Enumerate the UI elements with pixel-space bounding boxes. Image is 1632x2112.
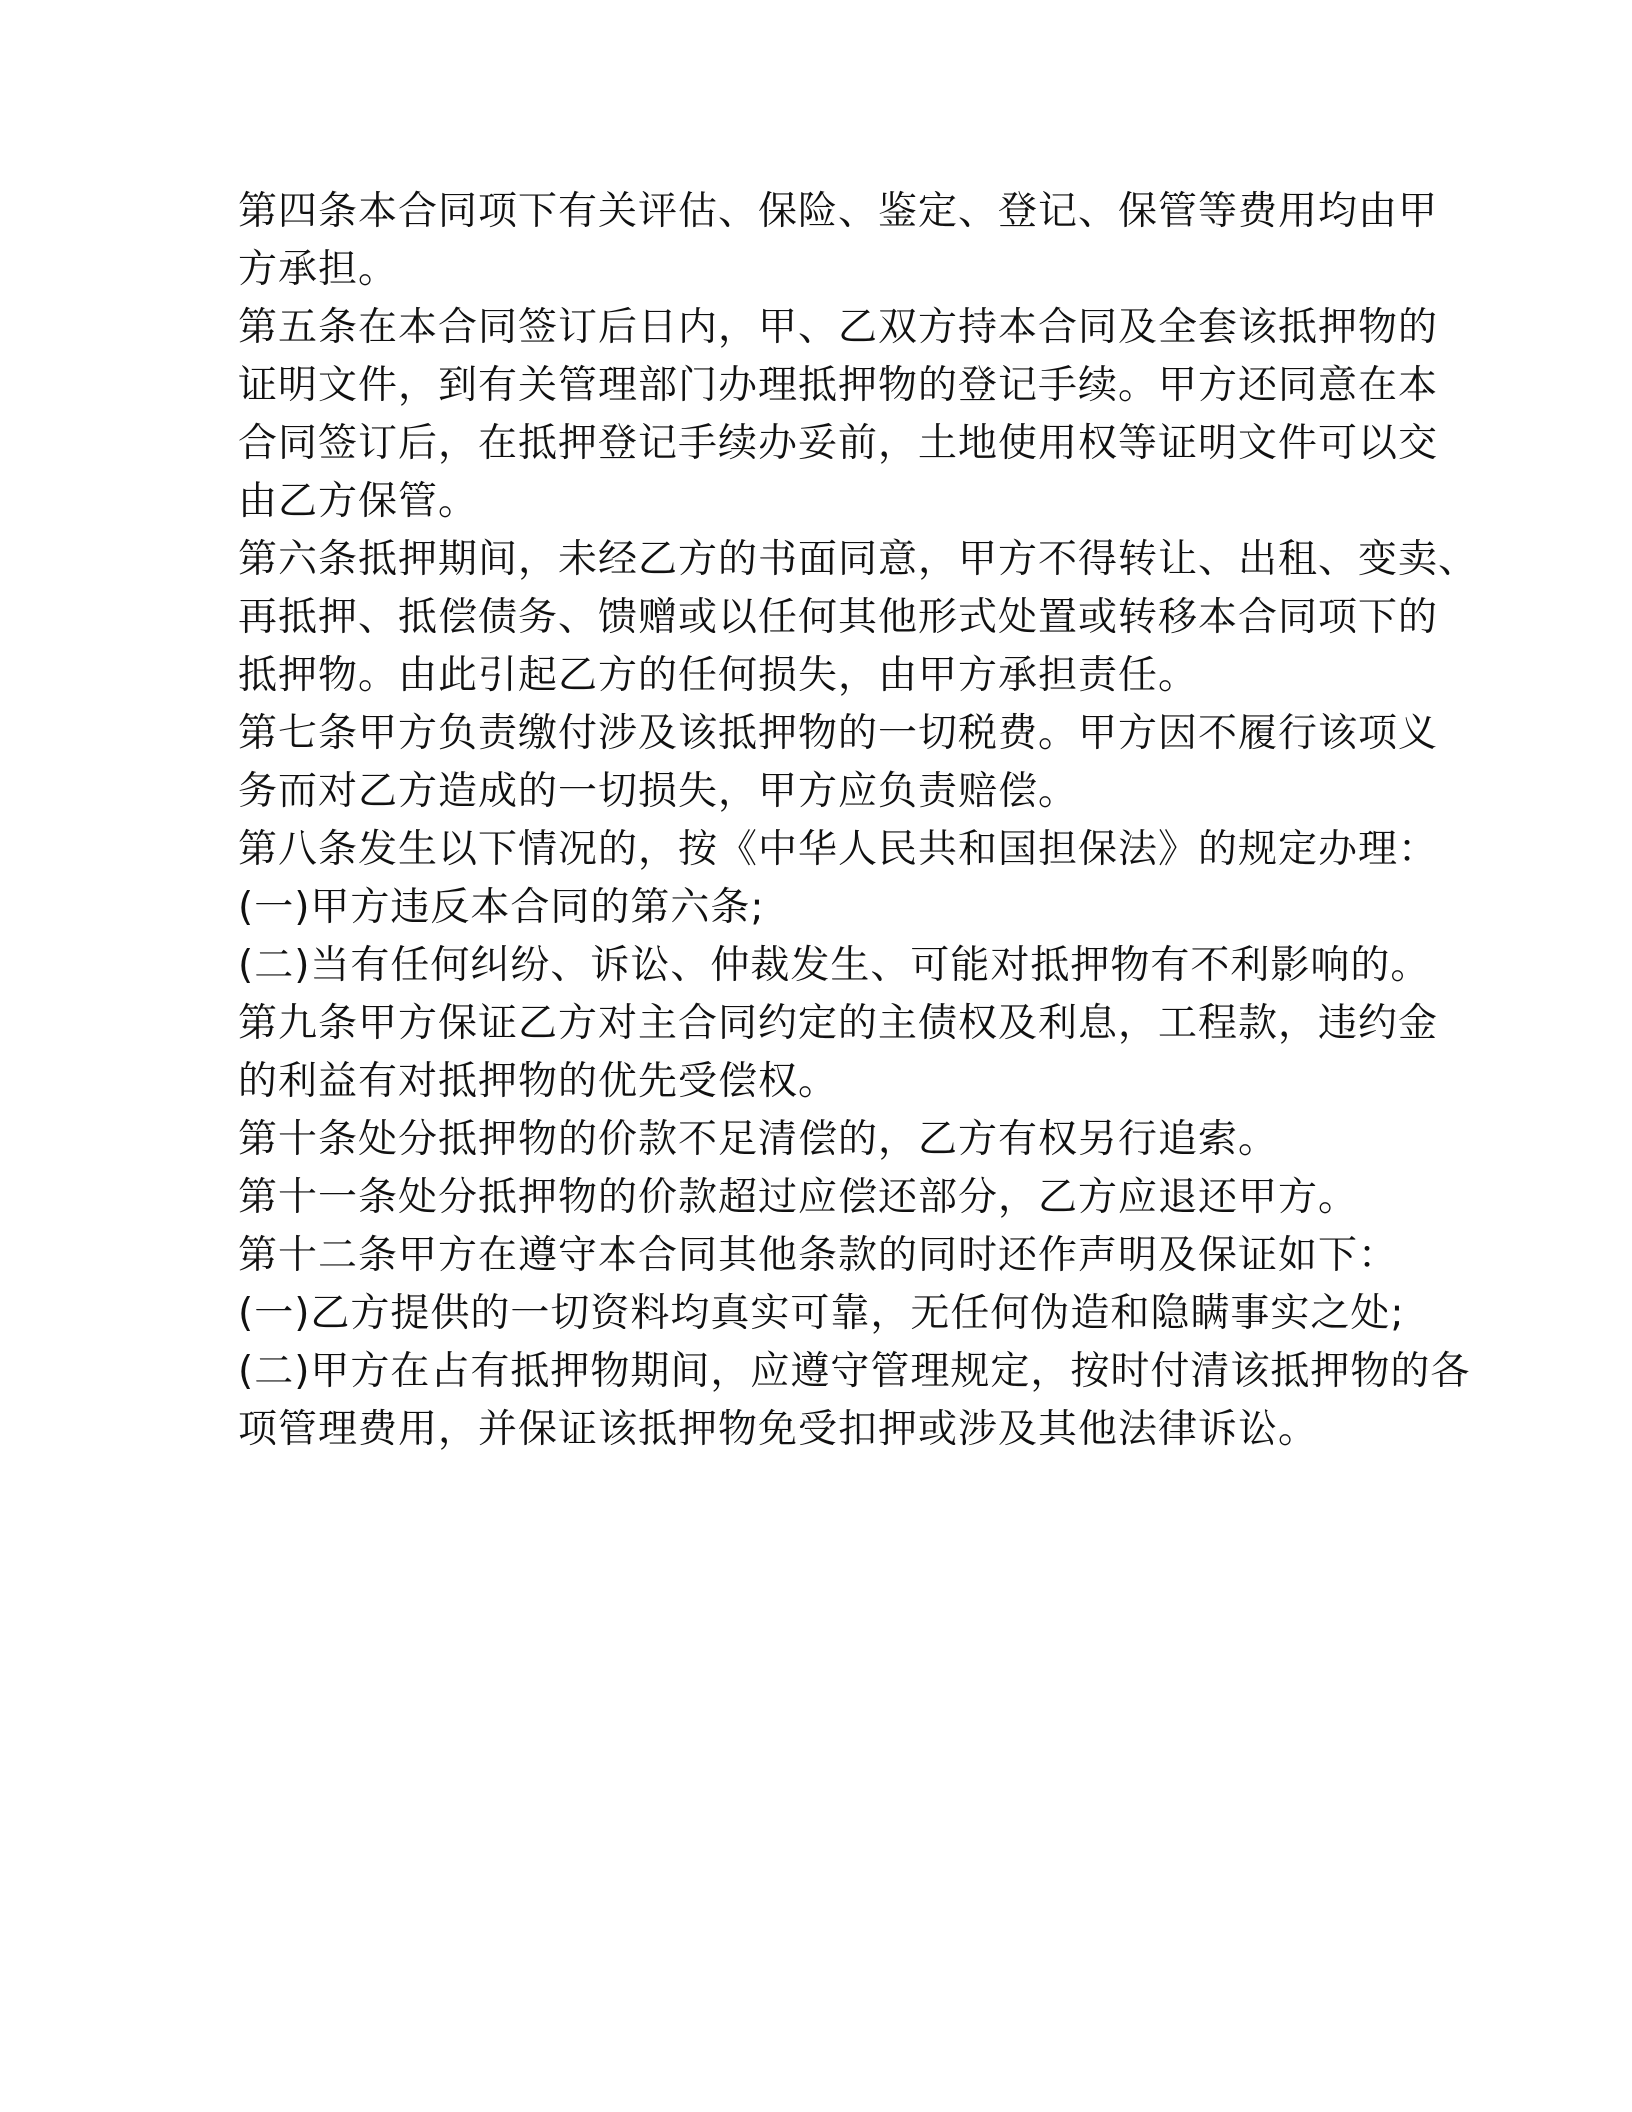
text-line: 抵押物。由此引起乙方的任何损失，由甲方承担责任。 <box>238 653 1199 698</box>
text-line: 第五条在本合同签订后日内，甲、乙双方持本合同及全套该抵押物的 <box>238 305 1439 350</box>
text-line: (二)甲方在占有抵押物期间，应遵守管理规定，按时付清该抵押物的各 <box>238 1349 1471 1394</box>
text-line: 务而对乙方造成的一切损失，甲方应负责赔偿。 <box>238 769 1079 814</box>
text-line: 第十二条甲方在遵守本合同其他条款的同时还作声明及保证如下： <box>238 1233 1399 1278</box>
text-line: 第九条甲方保证乙方对主合同约定的主债权及利息，工程款，违约金 <box>238 1001 1439 1046</box>
text-line: 第四条本合同项下有关评估、保险、鉴定、登记、保管等费用均由甲 <box>238 189 1439 234</box>
text-line: 第十条处分抵押物的价款不足清偿的，乙方有权另行追索。 <box>238 1117 1279 1162</box>
text-line: 第六条抵押期间，未经乙方的书面同意，甲方不得转让、出租、变卖、 <box>238 537 1479 582</box>
text-line: 第八条发生以下情况的，按《中华人民共和国担保法》的规定办理： <box>238 827 1439 872</box>
text-line: 第七条甲方负责缴付涉及该抵押物的一切税费。甲方因不履行该项义 <box>238 711 1439 756</box>
text-line: (一)甲方违反本合同的第六条; <box>238 885 765 930</box>
text-line: 项管理费用，并保证该抵押物免受扣押或涉及其他法律诉讼。 <box>238 1407 1319 1452</box>
text-line: 合同签订后，在抵押登记手续办妥前，土地使用权等证明文件可以交 <box>238 421 1439 466</box>
text-line: 由乙方保管。 <box>238 479 479 524</box>
text-line: (二)当有任何纠纷、诉讼、仲裁发生、可能对抵押物有不利影响的。 <box>238 943 1431 988</box>
text-line: 方承担。 <box>238 247 399 292</box>
text-line: 证明文件，到有关管理部门办理抵押物的登记手续。甲方还同意在本 <box>238 363 1439 408</box>
text-line: 第十一条处分抵押物的价款超过应偿还部分，乙方应退还甲方。 <box>238 1175 1359 1220</box>
text-line: 再抵押、抵偿债务、馈赠或以任何其他形式处置或转移本合同项下的 <box>238 595 1439 640</box>
text-line: 的利益有对抵押物的优先受偿权。 <box>238 1059 839 1104</box>
text-line: (一)乙方提供的一切资料均真实可靠，无任何伪造和隐瞒事实之处; <box>238 1291 1405 1336</box>
